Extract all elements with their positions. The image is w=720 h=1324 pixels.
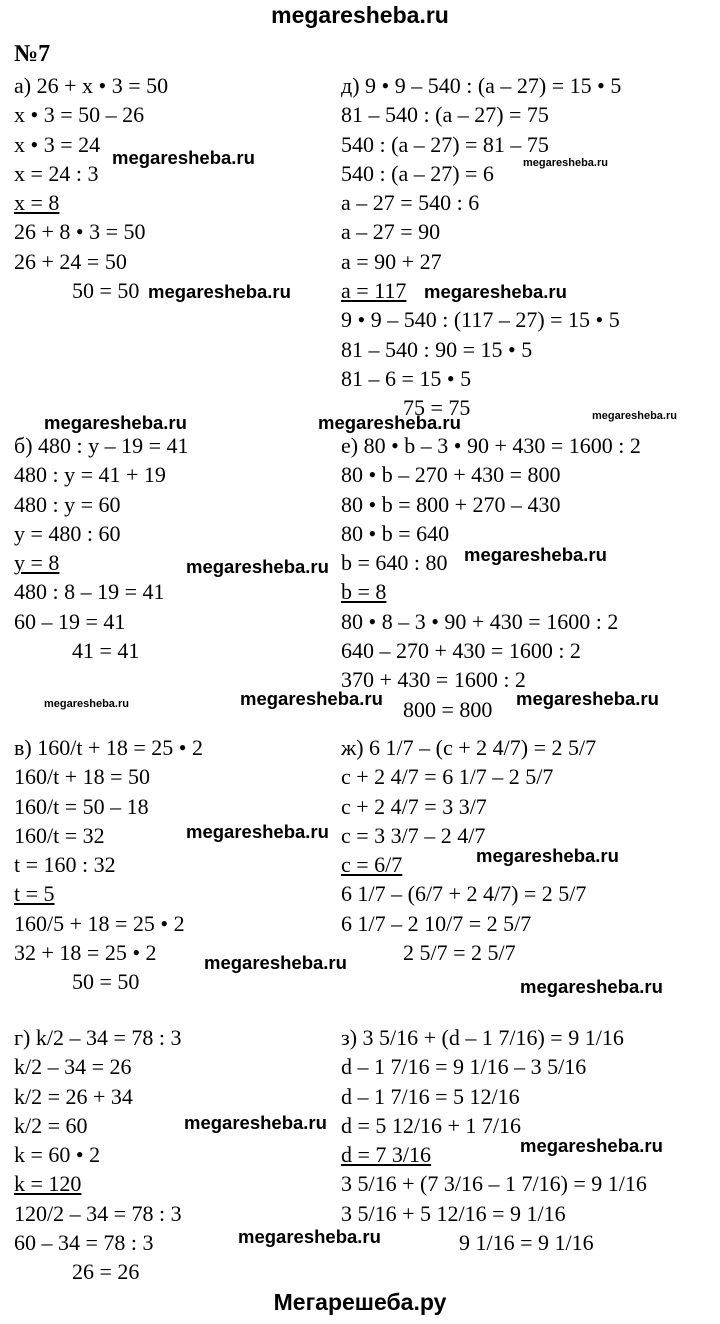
equation-line: a – 27 = 540 : 6: [341, 190, 480, 216]
equation-line: c + 2 4/7 = 6 1/7 – 2 5/7: [341, 764, 554, 790]
equation-line: г) k/2 – 34 = 78 : 3: [14, 1025, 182, 1050]
equation-line: c + 2 4/7 = 3 3/7: [341, 793, 487, 819]
equation-line: x • 3 = 50 – 26: [14, 102, 145, 128]
equation-line: 160/5 + 18 = 25 • 2: [14, 910, 185, 936]
watermark: megaresheba.ru: [186, 556, 329, 577]
equation-line: d – 1 7/16 = 5 12/16: [341, 1083, 520, 1109]
equation-line: 3 5/16 + 5 12/16 = 9 1/16: [341, 1200, 566, 1226]
equation-line: 60 – 34 = 78 : 3: [14, 1230, 154, 1256]
solution-b: [14, 431, 189, 665]
watermark: megaresheba.ru: [464, 544, 607, 565]
site-footer: Мегарешеба.ру: [273, 1289, 447, 1315]
solution-v: [14, 733, 203, 997]
site-header: megaresheba.ru: [271, 2, 449, 28]
equation-line: 3 5/16 + (7 3/16 – 1 7/16) = 9 1/16: [341, 1171, 647, 1197]
equation-line: 6 1/7 – 2 10/7 = 2 5/7: [341, 910, 532, 936]
equation-line: c = 3 3/7 – 2 4/7: [341, 822, 486, 848]
watermark: megaresheba.ru: [520, 1135, 663, 1156]
equation-line: б) 480 : y – 19 = 41: [14, 433, 189, 458]
equation-line: 26 = 26: [72, 1259, 140, 1285]
equation-line: k = 60 • 2: [14, 1142, 101, 1168]
equation-line: 50 = 50: [72, 278, 140, 304]
watermark: megaresheba.ru: [516, 688, 659, 709]
equation-line: a = 90 + 27: [341, 248, 442, 274]
equation-line: 81 – 6 = 15 • 5: [341, 365, 472, 391]
equation-line: a – 27 = 90: [341, 219, 441, 245]
equation-line: 50 = 50: [72, 969, 140, 995]
equation-line: 640 – 270 + 430 = 1600 : 2: [341, 638, 581, 664]
equation-line: ж) 6 1/7 – (c + 2 4/7) = 2 5/7: [341, 735, 597, 760]
watermark: megaresheba.ru: [520, 976, 663, 997]
equation-line: k/2 – 34 = 26: [14, 1054, 132, 1080]
watermark: megaresheba.ru: [424, 281, 567, 302]
watermark: megaresheba.ru: [112, 147, 255, 168]
equation-line: 480 : y = 60: [14, 491, 121, 517]
answer-line: x = 8: [14, 190, 60, 216]
equation-line: 160/t = 50 – 18: [14, 793, 149, 819]
equation-line: 9 • 9 – 540 : (117 – 27) = 15 • 5: [341, 307, 620, 333]
equation-line: 160/t = 32: [14, 822, 105, 848]
equation-line: 9 1/16 = 9 1/16: [459, 1230, 594, 1256]
equation-line: 41 = 41: [72, 638, 140, 664]
answer-line: k = 120: [14, 1171, 82, 1197]
equation-line: 80 • b = 800 + 270 – 430: [341, 491, 561, 517]
equation-line: 81 – 540 : 90 = 15 • 5: [341, 336, 533, 362]
equation-line: k/2 = 60: [14, 1112, 88, 1138]
watermark: megaresheba.ru: [204, 952, 347, 973]
solution-g: [14, 1023, 182, 1287]
equation-line: t = 160 : 32: [14, 852, 116, 878]
equation-line: 480 : 8 – 19 = 41: [14, 579, 165, 605]
solution-e: [341, 431, 641, 724]
equation-line: y = 480 : 60: [14, 520, 121, 546]
equation-line: а) 26 + x • 3 = 50: [14, 73, 169, 98]
equation-line: з) 3 5/16 + (d – 1 7/16) = 9 1/16: [341, 1025, 624, 1050]
equation-line: 6 1/7 – (6/7 + 2 4/7) = 2 5/7: [341, 881, 587, 907]
equation-line: x = 24 : 3: [14, 160, 99, 186]
equation-line: 26 + 24 = 50: [14, 248, 127, 274]
equation-line: 540 : (a – 27) = 6: [341, 160, 494, 186]
equation-line: 2 5/7 = 2 5/7: [403, 940, 516, 966]
equation-line: в) 160/t + 18 = 25 • 2: [14, 735, 203, 760]
watermark: megaresheba.ru: [148, 281, 291, 302]
answer-line: c = 6/7: [341, 852, 403, 878]
equation-line: b = 640 : 80: [341, 550, 448, 576]
equation-line: 81 – 540 : (a – 27) = 75: [341, 102, 549, 128]
answer-line: b = 8: [341, 579, 387, 605]
watermark: megaresheba.ru: [186, 821, 329, 842]
watermark: megaresheba.ru: [240, 688, 383, 709]
watermark: megaresheba.ru: [44, 698, 129, 710]
equation-line: 75 = 75: [403, 395, 471, 421]
equation-line: d = 5 12/16 + 1 7/16: [341, 1112, 522, 1138]
problem-number: №7: [14, 41, 51, 67]
equation-line: 480 : y = 41 + 19: [14, 462, 166, 488]
equation-line: 800 = 800: [403, 696, 493, 722]
equation-line: 160/t + 18 = 50: [14, 764, 151, 790]
solution-a: [14, 71, 168, 305]
equation-line: 370 + 430 = 1600 : 2: [341, 667, 526, 693]
equation-line: 540 : (a – 27) = 81 – 75: [341, 131, 549, 157]
equation-line: x • 3 = 24: [14, 131, 101, 157]
equation-line: 80 • 8 – 3 • 90 + 430 = 1600 : 2: [341, 608, 619, 634]
equation-line: 80 • b = 640: [341, 520, 450, 546]
answer-line: t = 5: [14, 881, 55, 907]
equation-line: 32 + 18 = 25 • 2: [14, 940, 157, 966]
watermark: megaresheba.ru: [238, 1226, 381, 1247]
answer-line: d = 7 3/16: [341, 1142, 432, 1168]
watermark: megaresheba.ru: [592, 410, 677, 422]
equation-line: 26 + 8 • 3 = 50: [14, 219, 146, 245]
watermark: megaresheba.ru: [476, 845, 619, 866]
watermark: megaresheba.ru: [184, 1112, 327, 1133]
solution-d: [341, 71, 621, 423]
equation-line: 120/2 – 34 = 78 : 3: [14, 1200, 182, 1226]
equation-line: д) 9 • 9 – 540 : (a – 27) = 15 • 5: [341, 73, 622, 98]
answer-line: y = 8: [14, 550, 60, 576]
equation-line: 60 – 19 = 41: [14, 608, 126, 634]
equation-line: 80 • b – 270 + 430 = 800: [341, 462, 561, 488]
answer-line: a = 117: [341, 278, 407, 304]
watermark: megaresheba.ru: [318, 412, 461, 433]
equation-line: е) 80 • b – 3 • 90 + 430 = 1600 : 2: [341, 433, 641, 458]
watermark: megaresheba.ru: [523, 157, 608, 169]
equation-line: d – 1 7/16 = 9 1/16 – 3 5/16: [341, 1054, 587, 1080]
equation-line: k/2 = 26 + 34: [14, 1083, 133, 1109]
watermark: megaresheba.ru: [44, 412, 187, 433]
